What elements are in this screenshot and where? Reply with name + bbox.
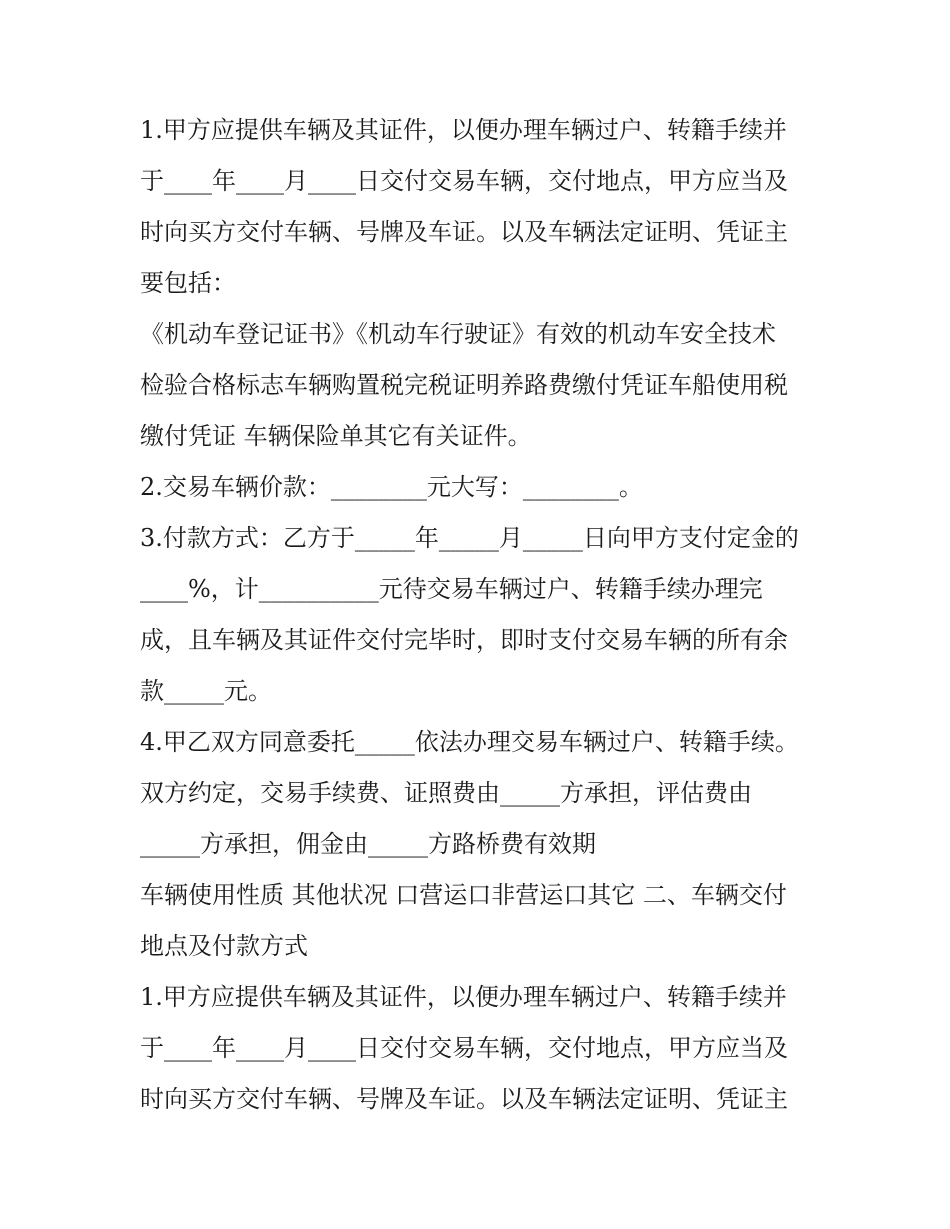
text-line: 要包括： [140,269,236,297]
text-line: 1.甲方应提供车辆及其证件，以便办理车辆过户、转籍手续并 [140,983,787,1011]
text-line: 时向买方交付车辆、号牌及车证。以及车辆法定证明、凭证主 [140,1085,788,1113]
document-body [140,105,830,1125]
text-line: 时向买方交付车辆、号牌及车证。以及车辆法定证明、凭证主 [140,218,788,246]
text-line: 于____年____月____日交付交易车辆，交付地点，甲方应当及 [140,1034,788,1062]
text-line: 4.甲乙双方同意委托_____依法办理交易车辆过户、转籍手续。 [140,728,799,756]
text-line: 3.付款方式：乙方于_____年_____月_____日向甲方支付定金的 [140,524,799,552]
text-line: 于____年____月____日交付交易车辆，交付地点，甲方应当及 [140,167,788,195]
text-line: 款_____元。 [140,677,272,705]
text-line: _____方承担，佣金由_____方路桥费有效期 [140,830,596,858]
text-line: 双方约定，交易手续费、证照费由_____方承担，评估费由 [140,779,752,807]
text-line: 车辆使用性质 其他状况 口营运口非营运口其它 二、车辆交付 [140,881,787,909]
text-line: 检验合格标志车辆购置税完税证明养路费缴付凭证车船使用税 [140,371,788,399]
text-line: 缴付凭证 车辆保险单其它有关证件。 [140,422,532,450]
text-line: ____%，计__________元待交易车辆过户、转籍手续办理完 [140,575,763,603]
text-line: 成，且车辆及其证件交付完毕时，即时支付交易车辆的所有余 [140,626,788,654]
text-line: 2.交易车辆价款：________元大写：________。 [140,473,643,501]
text-line: 地点及付款方式 [140,932,308,960]
text-line: 《机动车登记证书》《机动车行驶证》有效的机动车安全技术 [140,320,776,348]
text-line: 1.甲方应提供车辆及其证件，以便办理车辆过户、转籍手续并 [140,116,787,144]
